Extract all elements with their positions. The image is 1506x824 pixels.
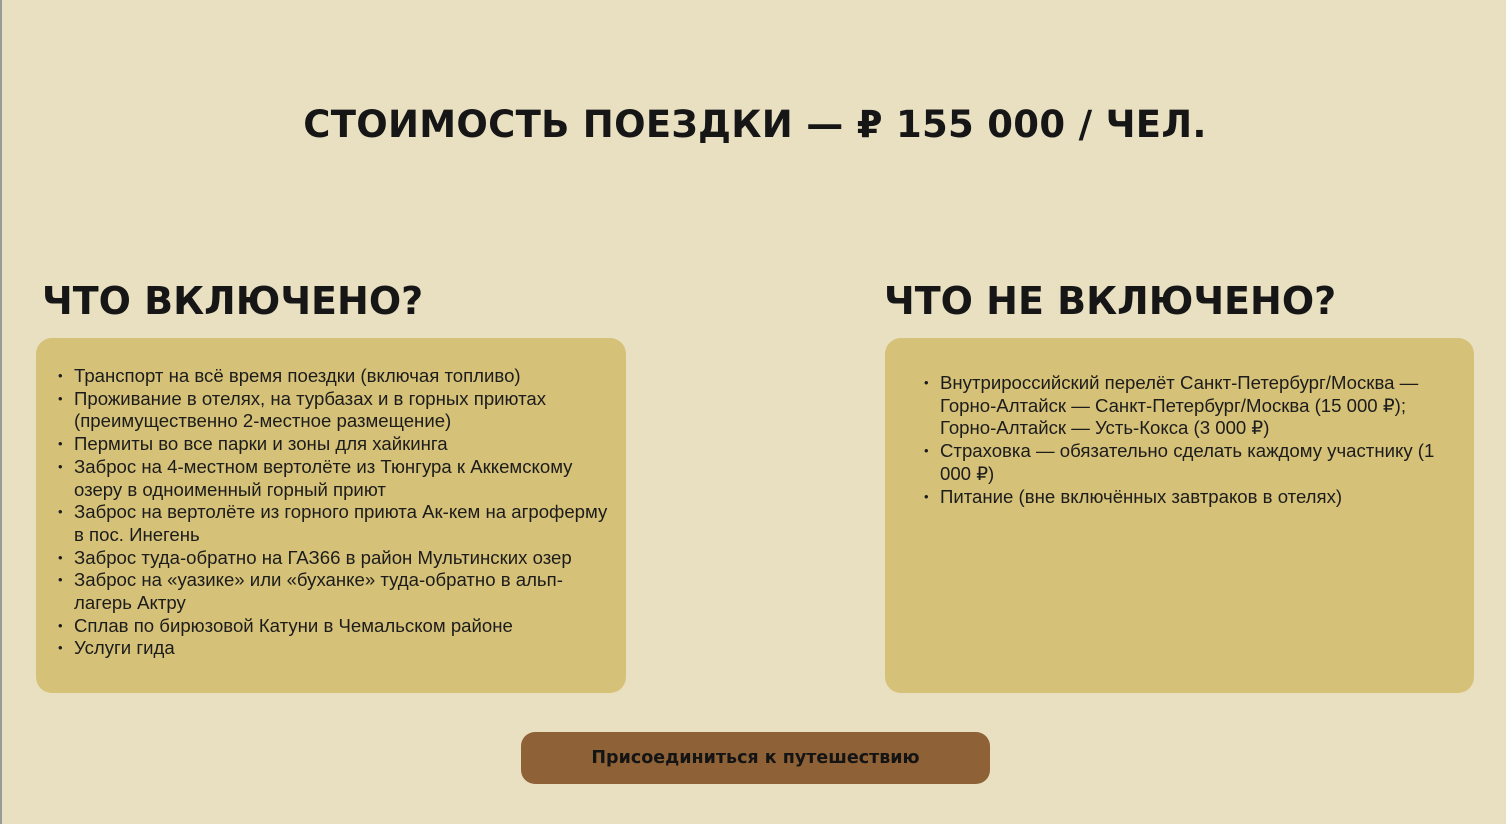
included-item-text: Услуги гида (74, 637, 175, 659)
list-item (58, 455, 614, 501)
list-item (58, 365, 614, 388)
included-heading: ЧТО ВКЛЮЧЕНО? (42, 279, 424, 323)
bullet-icon: • (58, 504, 63, 520)
join-trip-button[interactable]: Присоединиться к путешествию (521, 732, 990, 784)
included-item-text: Транспорт на всё время поездки (включая топливо) (74, 365, 521, 386)
list-item (58, 501, 614, 546)
list-item (58, 637, 614, 660)
bullet-icon: • (924, 488, 929, 504)
excluded-card (885, 338, 1474, 693)
price-title: СТОИМОСТЬ ПОЕЗДКИ — ₽ 155 000 / ЧЕЛ. (303, 103, 1207, 146)
list-item (58, 614, 614, 638)
included-item-text: Проживание в отелях, на турбазах и в горных приютах (преимущественно 2-местное размещение) (74, 387, 547, 432)
bullet-icon: • (58, 572, 63, 588)
included-item-text: Пермиты во все парки и зоны для хайкинга (74, 433, 448, 455)
list-item (924, 372, 1444, 440)
included-item-text: Заброс на «уазике» или «буханке» туда-обратно в альп-лагерь Актру (74, 569, 563, 614)
list-item (924, 485, 1444, 509)
included-list (58, 365, 614, 660)
list-item (58, 387, 614, 433)
excluded-item-text: Страховка — обязательно сделать каждому участнику (1 000 ₽) (940, 440, 1435, 484)
bullet-icon: • (58, 640, 63, 656)
included-item-text: Заброс на вертолёте из горного приюта Ак-кем на агроферму в пос. Инегень (74, 501, 608, 545)
included-item-text: Заброс на 4-местном вертолёте из Тюнгура к Аккемскому озеру в одноименный горный приют (74, 455, 573, 500)
included-item-text: Заброс туда-обратно на ГАЗ66 в район Мультинских озер (74, 546, 572, 568)
excluded-item-text: Внутрироссийский перелёт Санкт-Петербург/Москва — Горно-Алтайск — Санкт-Петербург/Москва (15 000 ₽); Горно-Алтайск — Усть-Кокса (3 000 ₽) (940, 372, 1419, 439)
list-item (58, 546, 614, 570)
excluded-list (912, 372, 1444, 508)
excluded-item-text: Питание (вне включённых завтраков в отелях) (940, 485, 1343, 507)
bullet-icon: • (58, 617, 63, 633)
bullet-icon: • (58, 436, 63, 452)
bullet-icon: • (924, 375, 929, 390)
bullet-icon: • (58, 390, 63, 406)
list-item (924, 440, 1444, 485)
excluded-heading: ЧТО НЕ ВКЛЮЧЕНО? (884, 279, 1337, 323)
bullet-icon: • (58, 458, 63, 474)
bullet-icon: • (58, 368, 63, 383)
included-item-text: Сплав по бирюзовой Катуни в Чемальском районе (74, 614, 513, 636)
bullet-icon: • (58, 549, 63, 565)
list-item (58, 433, 614, 456)
bullet-icon: • (924, 443, 929, 459)
included-card (36, 338, 626, 693)
list-item (58, 569, 614, 614)
